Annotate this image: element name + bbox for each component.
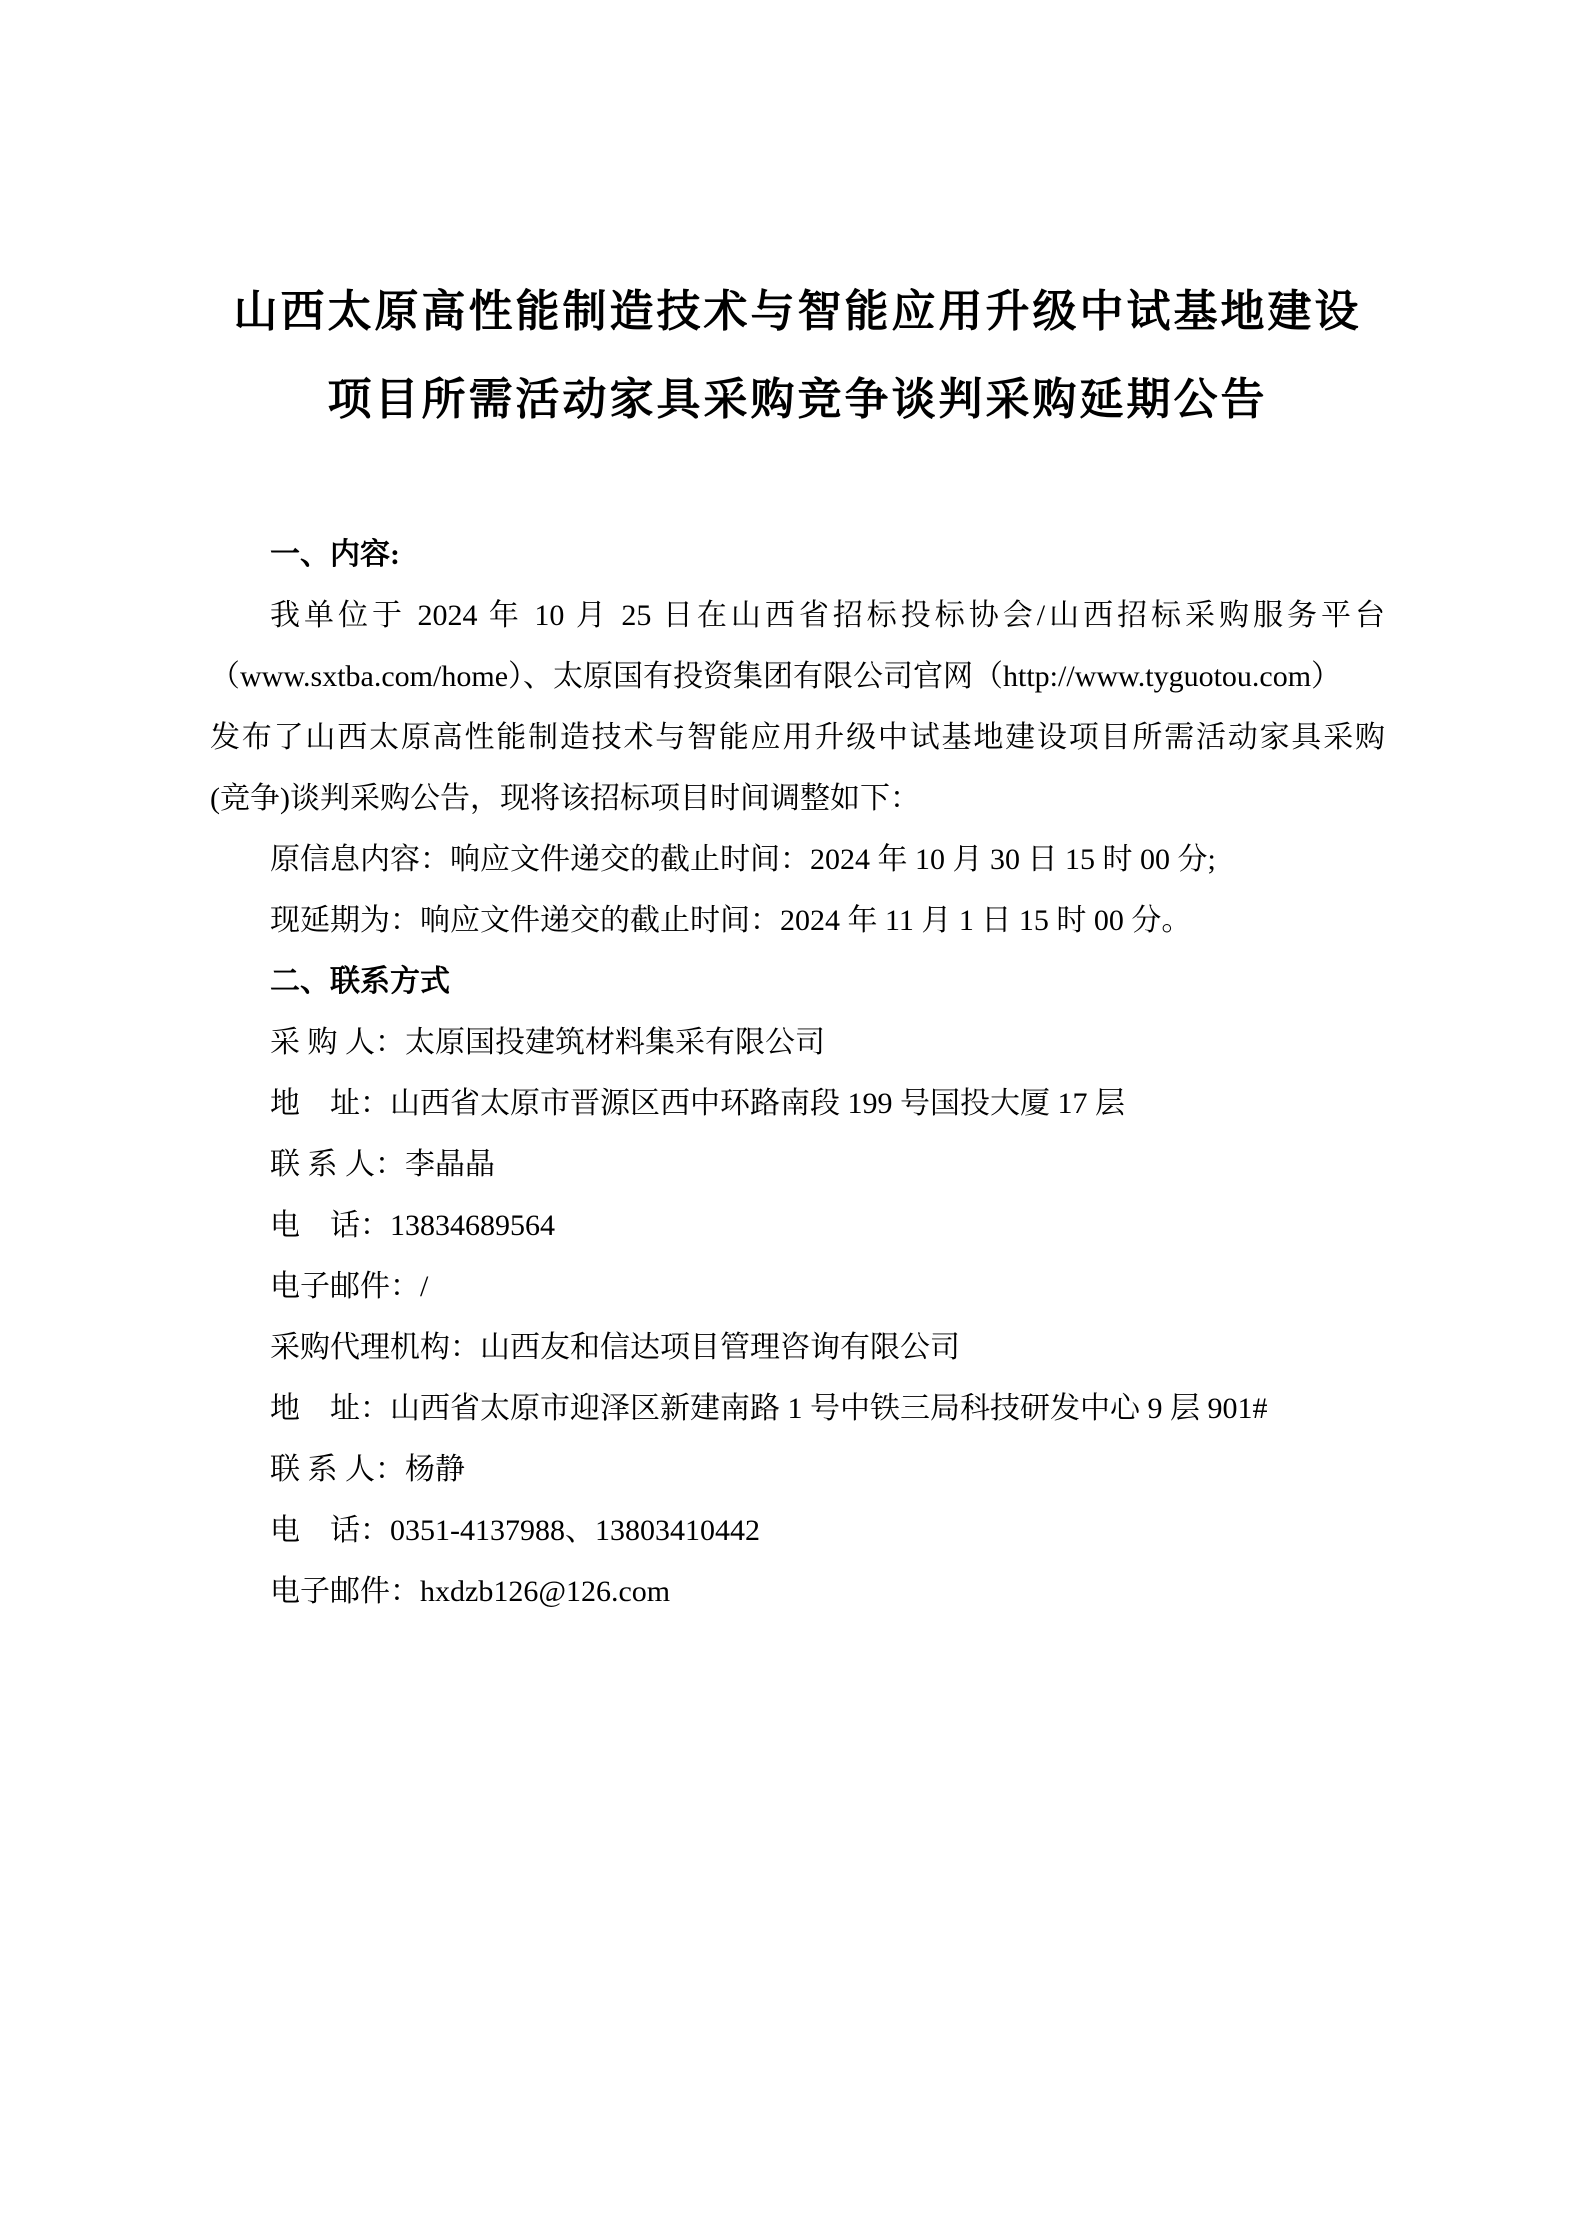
document-title-line-2: 项目所需活动家具采购竞争谈判采购延期公告 [327, 375, 1268, 424]
buyer-name-line: 采 购 人：太原国投建筑材料集采有限公司 [270, 1026, 825, 1059]
document-title [210, 268, 1385, 444]
original-deadline-line: 原信息内容：响应文件递交的截止时间：2024 年 10 月 30 日 15 时 00 分; [270, 843, 1216, 876]
heading-contact-section: 二、联系方式 [270, 965, 450, 998]
paragraph-announcement-line-4: (竞争)谈判采购公告，现将该招标项目时间调整如下： [210, 782, 920, 815]
heading-content-section: 一、内容: [270, 538, 400, 571]
agency-email-line: 电子邮件：hxdzb126@126.com [270, 1575, 671, 1608]
paragraph-announcement-line-3: 发布了山西太原高性能制造技术与智能应用升级中试基地建设项目所需活动家具采购 [210, 721, 1385, 754]
agency-name-line: 采购代理机构：山西友和信达项目管理咨询有限公司 [270, 1331, 960, 1364]
agency-phone-line: 电 话：0351-4137988、13803410442 [270, 1514, 760, 1547]
paragraph-announcement-line-1: 我单位于 2024 年 10 月 25 日在山西省招标投标协会/山西招标采购服务平台 [270, 599, 1385, 632]
buyer-contact-person-line: 联 系 人：李晶晶 [270, 1148, 495, 1181]
extended-deadline-line: 现延期为：响应文件递交的截止时间：2024 年 11 月 1 日 15 时 00 分。 [270, 904, 1192, 937]
agency-contact-person-line: 联 系 人：杨静 [270, 1453, 465, 1486]
document-title-line-1: 山西太原高性能制造技术与智能应用升级中试基地建设 [233, 287, 1362, 336]
buyer-email-line: 电子邮件：/ [270, 1270, 429, 1303]
paragraph-announcement-line-2: （www.sxtba.com/home）、太原国有投资集团有限公司官网（http://www.tyguotou.com） [210, 660, 1342, 693]
agency-address-line: 地 址：山西省太原市迎泽区新建南路 1 号中铁三局科技研发中心 9 层 901# [270, 1392, 1268, 1425]
document-body [210, 524, 1385, 1622]
buyer-phone-line: 电 话：13834689564 [270, 1209, 555, 1242]
buyer-address-line: 地 址：山西省太原市晋源区西中环路南段 199 号国投大厦 17 层 [270, 1087, 1125, 1120]
